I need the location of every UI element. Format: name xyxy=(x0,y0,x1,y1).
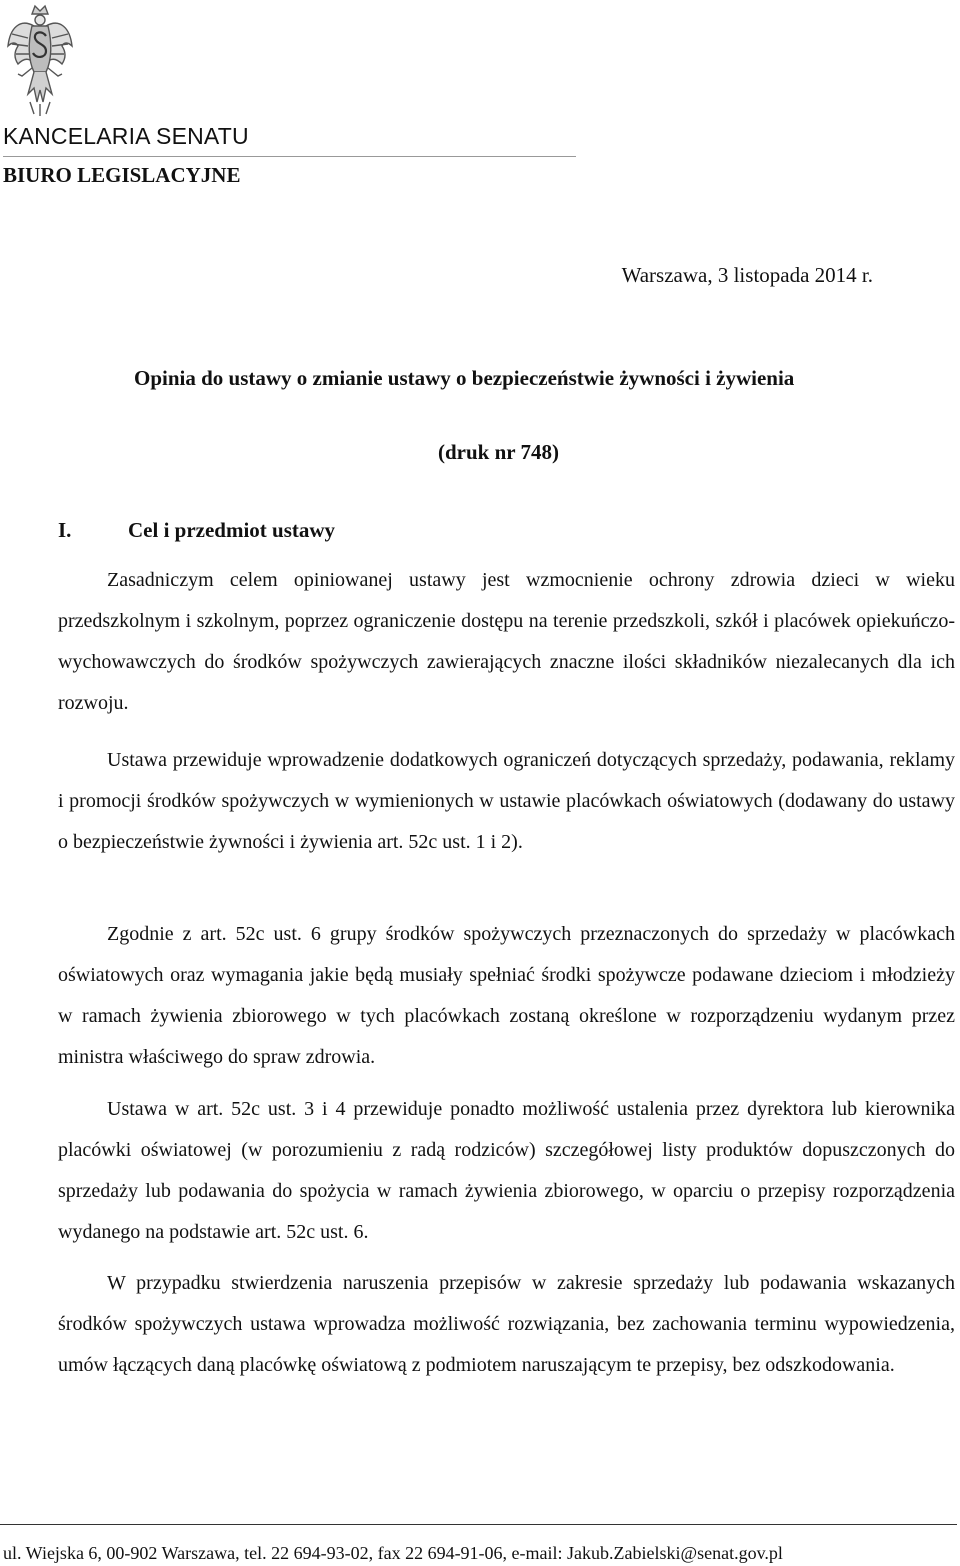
paragraph-1: Zasadniczym celem opiniowanej ustawy jest wzmocnienie ochrony zdrowia dzieci w wieku przedszkolnym i szkolnym, poprzez ograniczenie dostępu na terenie przedszkoli, szkół i placówek opiekuńczo-wychowawczych do środków spożywczych zawierających znaczne ilości składników niezalecanych dla ich rozwoju. xyxy=(58,569,955,714)
date-line: Warszawa, 3 listopada 2014 r. xyxy=(621,263,873,287)
section-number: I. xyxy=(58,518,72,542)
document-subtitle: (druk nr 748) xyxy=(438,440,559,464)
paragraph-4: Ustawa w art. 52c ust. 3 i 4 przewiduje ponadto możliwość ustalenia przez dyrektora lub kierownika placówki oświatowej (w porozumieniu z radą rodziców) szczegółowej listy produktów dopuszczonych do sprzedaży lub podawania do spożycia w ramach żywienia zbiorowego, w oparciu o przepisy rozporządzenia wydanego na podstawie art. 52c ust. 6. xyxy=(58,1098,955,1243)
paragraph-3: Zgodnie z art. 52c ust. 6 grupy środków spożywczych przeznaczonych do sprzedaży w placówkach oświatowych oraz wymagania jakie będą musiały spełniać środki spożywcze podawane dzieciom i młodzieży w ramach żywienia zbiorowego w tych placówkach zostaną określone w rozporządzeniu wydanym przez ministra właściwego do spraw zdrowia. xyxy=(58,923,955,1068)
senate-eagle-emblem-icon xyxy=(4,2,76,118)
paragraph-5: W przypadku stwierdzenia naruszenia przepisów w zakresie sprzedaży lub podawania wskazanych środków spożywczych ustawa wprowadza możliwość rozwiązania, bez zachowania terminu wypowiedzenia, umów łączących daną placówkę oświatową z podmiotem naruszającym te przepisy, bez odszkodowania. xyxy=(58,1272,955,1376)
header-divider xyxy=(3,156,576,157)
footer-divider xyxy=(0,1524,957,1525)
paragraph-2: Ustawa przewiduje wprowadzenie dodatkowych ograniczeń dotyczących sprzedaży, podawania, reklamy i promocji środków spożywczych w wymienionych w ustawie placówkach oświatowych (dodawany do ustawy o bezpieczeństwie żywności i żywienia art. 52c ust. 1 i 2). xyxy=(58,749,955,853)
organization-name: KANCELARIA SENATU xyxy=(3,123,249,149)
document-title: Opinia do ustawy o zmianie ustawy o bezpieczeństwie żywności i żywienia xyxy=(134,366,795,390)
section-heading: Cel i przedmiot ustawy xyxy=(128,518,336,542)
department-name: BIURO LEGISLACYJNE xyxy=(3,163,241,187)
footer-contact: ul. Wiejska 6, 00-902 Warszawa, tel. 22 694-93-02, fax 22 694-91-06, e-mail: Jakub.Zabielski@senat.gov.pl xyxy=(3,1543,783,1563)
